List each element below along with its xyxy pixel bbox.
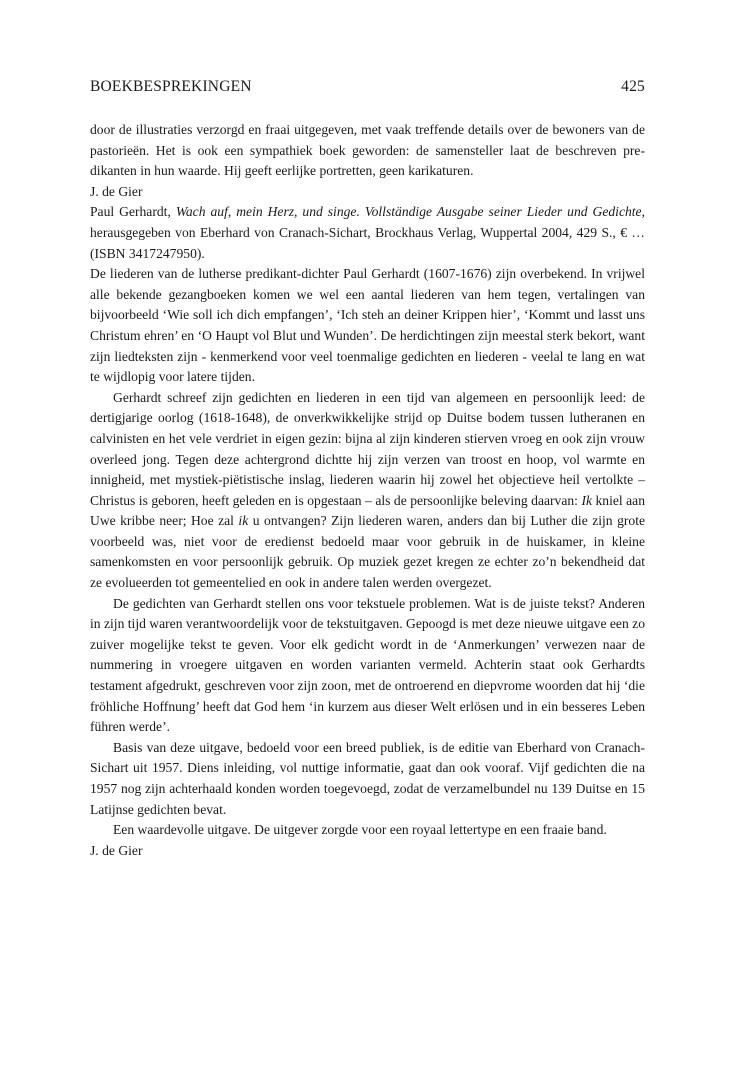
section-title: BOEKBESPREKINGEN: [90, 78, 252, 95]
citation-details: herausgegeben von Eberhard von Cranach-Sichart, Brockhaus Verlag, Wuppertal 2004, 429 S., € … (ISBN 3417247950).: [90, 224, 645, 261]
intro-signature: J. de Gier: [90, 183, 143, 199]
review-paragraph-2-part-c: u ontvangen? Zijn liederen waren, anders dan bij Luther die zijn grote voorbeeld was, niet voor de eredienst bedoeld maar voor gebruik in de huiskamer, in kleine samenkomsten en voor persoonlijk gebruik. Op muziek gezet kregen ze echter zo’n bekendheid dat ze evolueerden tot gemeentelied en ook in andere talen werden overgezet.: [90, 513, 646, 591]
review-paragraph-4: Basis van deze uitgave, bedoeld voor een breed publiek, is de editie van Eberhard von Cranach-Sichart uit 1957. Diens inleiding, vol nuttige informatie, gaat dan ook vooraf. Vijf gedichten die na 1957 nog zijn achterhaald konden worden toegevoegd, zodat de verzamelbundel nu 139 Duitse en 15 Latijnse gedichten bevat.: [90, 739, 645, 817]
review-paragraph-3: De gedichten van Gerhardt stellen ons voor tekstuele problemen. Wat is de juiste tekst? Anderen in zijn tijd waren verantwoordelijk voor de tekstuitgaven. Gepoogd is met deze nieuwe uitgave een zo zuiver mogelijke tekst te geven. Voor elk gedicht wordt in de ‘Anmerkungen’ verwezen naar de nummering in vroegere uitgaven en worden varianten vermeld. Achterin staat ook Gerhardts testament afgedrukt, geschreven voor zijn zoon, met de ontroerend en diepvrome woorden dat hij ‘die fröhliche Hoffnung’ heeft dat God hem ‘in kurzem aus dieser Welt erlösen und in ein besseres Leben führen werde’.: [90, 595, 645, 735]
review-paragraph-2-part-a: Gerhardt schreef zijn gedichten en liederen in een tijd van algemeen en persoonlijk leed: de dertigjarige oorlog (1618-1648), de onverkwikkelijke strijd op Duitse bodem tussen lutheranen en calvinisten en het vele verdriet in eigen gezin: bijna al zijn kinderen stierven vroeg en ook zijn vrouw overleed jong. Tegen deze achtergrond dichtte hij zijn verzen van troost en hoop, vol warmte en innigheid, met mystiek-piëtistische inslag, liederen waarin hij zowel het objectieve heil vertolkte – Christus is geboren, heeft geleden en is opgestaan – als de persoonlijke beleving daarvan:: [90, 389, 645, 508]
review-emphasis-ik-1: Ik: [581, 492, 592, 508]
review-signature: J. de Gier: [90, 842, 143, 858]
review-paragraph-5: Een waardevolle uitgave. De uitgever zorgde voor een royaal lettertype en een fraaie band.: [113, 822, 607, 838]
page-number: 425: [621, 78, 645, 95]
citation-author: Paul Gerhardt,: [90, 204, 176, 220]
review-paragraph-2: [90, 388, 645, 594]
running-header: [90, 78, 645, 96]
book-citation: [90, 202, 645, 264]
review-paragraph-1: De liederen van de lutherse predikant-dichter Paul Gerhardt (1607-1676) zijn overbekend. In vrijwel alle bekende gezangboeken komen we wel een aantal liederen van hem tegen, vertalingen van bijvoorbeeld ‘Wie soll ich dich empfangen’, ‘Ich steh an deiner Krippen hier’, ‘Kommt und lasst uns Christum ehren’ en ‘O Haupt vol Blut und Wunden’. De herdichtingen zijn meestal sterk bekort, want zijn liedteksten zijn - kenmerkend voor veel toenmalige gedichten en liederen - veelal te lang en wat te wijdlopig voor latere tijden.: [90, 266, 645, 385]
intro-paragraph: door de illustraties verzorgd en fraai uitgegeven, met vaak treffende details over de bewoners van de pastorieën. Het is ook een sympathiek boek geworden: de samensteller laat de beschreven predikanten in hun waarde. Hij geeft eerlijke portretten, geen karikaturen.: [90, 122, 645, 179]
review-emphasis-ik-2: ik: [238, 513, 249, 529]
review-paragraph-2-part-b: kniel aan Uwe kribbe neer; Hoe zal: [90, 492, 645, 529]
page-content: [90, 120, 645, 861]
citation-title: Wach auf, mein Herz, und singe. Vollständige Ausgabe seiner Lieder und Gedichte,: [175, 204, 645, 220]
